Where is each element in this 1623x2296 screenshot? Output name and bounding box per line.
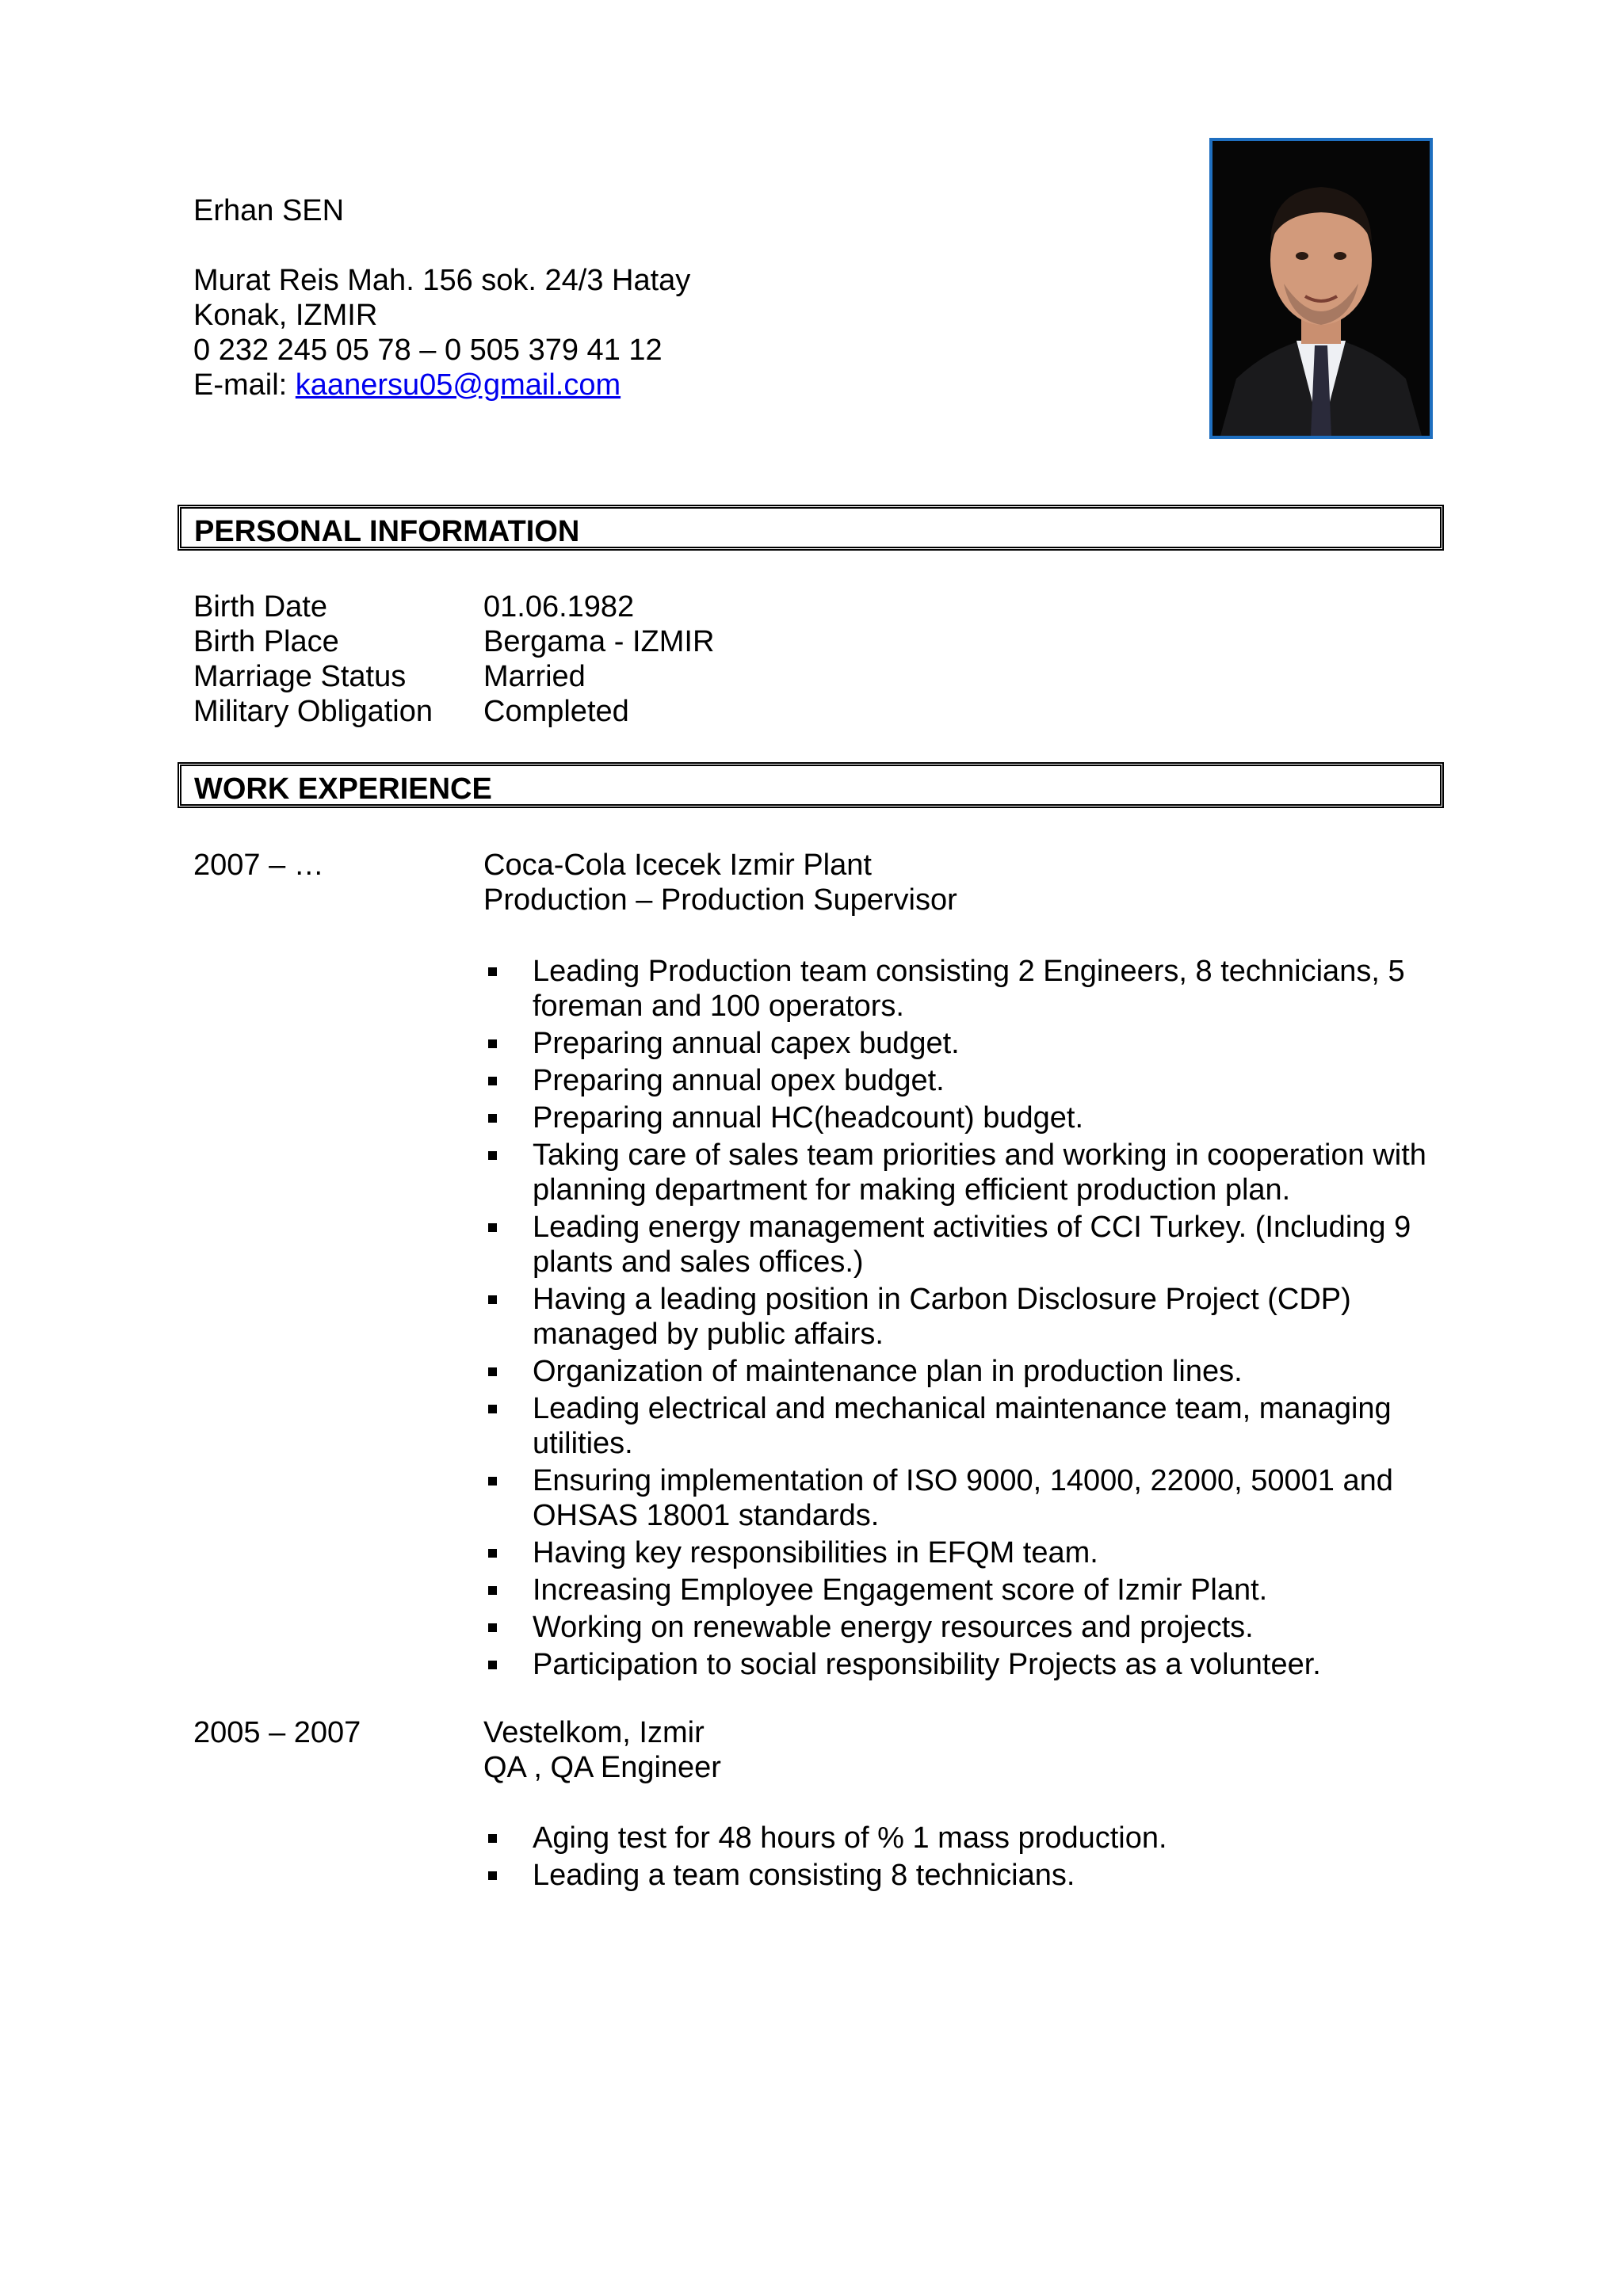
list-item: Preparing annual capex budget. (483, 1026, 1450, 1061)
birth-place-label: Birth Place (193, 625, 339, 658)
address-line-2: Konak, IZMIR (193, 299, 378, 332)
job-responsibilities (483, 954, 1450, 1684)
list-item: Leading Production team consisting 2 Engineers, 8 technicians, 5 foreman and 100 operators. (483, 954, 1450, 1024)
military-obligation-label: Military Obligation (193, 695, 433, 728)
list-item: Working on renewable energy resources and projects. (483, 1610, 1450, 1645)
section-header-work-experience (178, 762, 1444, 808)
list-item: Ensuring implementation of ISO 9000, 14000, 22000, 50001 and OHSAS 18001 standards. (483, 1463, 1450, 1533)
email-line (193, 368, 621, 402)
list-item: Taking care of sales team priorities and working in cooperation with planning department for making efficient production plan. (483, 1138, 1450, 1207)
job-position: Production – Production Supervisor (483, 883, 957, 917)
military-obligation-value: Completed (483, 695, 629, 728)
list-item: Leading a team consisting 8 technicians. (483, 1858, 1450, 1893)
list-item: Increasing Employee Engagement score of Izmir Plant. (483, 1573, 1450, 1608)
list-item: Aging test for 48 hours of % 1 mass production. (483, 1821, 1450, 1855)
job-dates: 2005 – 2007 (193, 1716, 361, 1749)
phone-numbers: 0 232 245 05 78 – 0 505 379 41 12 (193, 334, 663, 367)
list-item: Having a leading position in Carbon Disclosure Project (CDP) managed by public affairs. (483, 1282, 1450, 1352)
list-item: Preparing annual opex budget. (483, 1063, 1450, 1098)
list-item: Participation to social responsibility Projects as a volunteer. (483, 1647, 1450, 1682)
job-company: Vestelkom, Izmir (483, 1716, 705, 1749)
profile-photo (1209, 138, 1433, 439)
list-item: Preparing annual HC(headcount) budget. (483, 1100, 1450, 1135)
birth-place-value: Bergama - IZMIR (483, 625, 715, 658)
address-line-1: Murat Reis Mah. 156 sok. 24/3 Hatay (193, 264, 691, 297)
person-name: Erhan SEN (193, 194, 345, 227)
job-company: Coca-Cola Icecek Izmir Plant (483, 849, 872, 882)
birth-date-value: 01.06.1982 (483, 590, 635, 624)
job-dates: 2007 – … (193, 849, 324, 882)
list-item: Having key responsibilities in EFQM team. (483, 1535, 1450, 1570)
portrait-icon (1212, 141, 1430, 436)
section-title: WORK EXPERIENCE (194, 772, 492, 806)
email-link[interactable]: kaanersu05@gmail.com (295, 368, 621, 402)
section-header-personal-information (178, 505, 1444, 551)
list-item: Leading electrical and mechanical maintenance team, managing utilities. (483, 1391, 1450, 1461)
job-responsibilities (483, 1821, 1450, 1895)
marriage-status-label: Marriage Status (193, 660, 407, 693)
job-position: QA , QA Engineer (483, 1751, 721, 1784)
list-item: Organization of maintenance plan in production lines. (483, 1354, 1450, 1389)
section-title: PERSONAL INFORMATION (194, 515, 580, 548)
marriage-status-value: Married (483, 660, 586, 693)
birth-date-label: Birth Date (193, 590, 327, 624)
list-item: Leading energy management activities of CCI Turkey. (Including 9 plants and sales offices.) (483, 1210, 1450, 1280)
email-label: E-mail: (193, 368, 296, 402)
